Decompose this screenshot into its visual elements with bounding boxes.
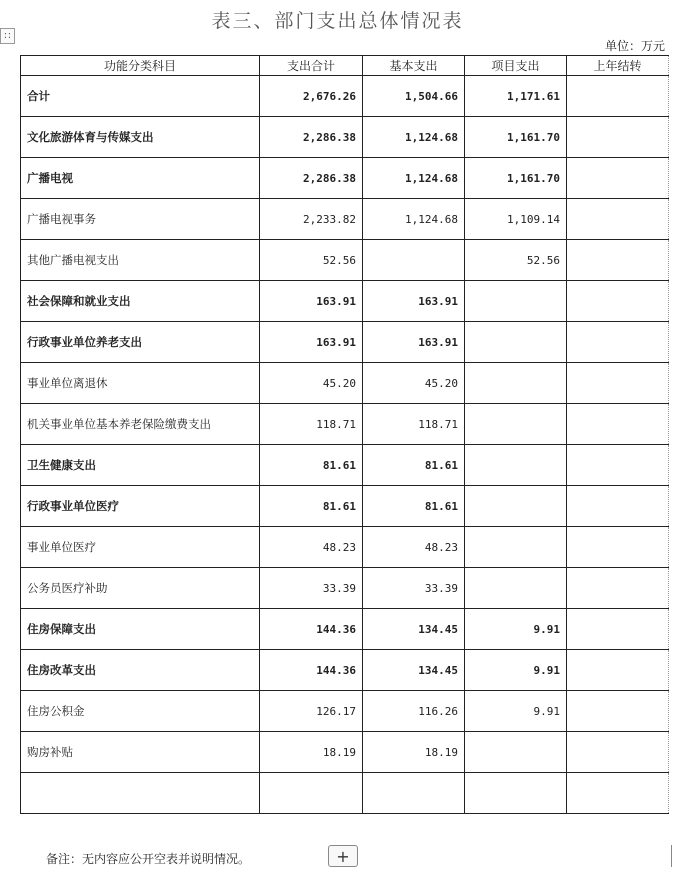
- row-basic-cell: 116.26: [363, 691, 465, 732]
- row-basic-cell: 33.39: [363, 568, 465, 609]
- row-project-cell: [465, 527, 567, 568]
- row-basic-cell: 1,124.68: [363, 158, 465, 199]
- row-basic-cell: 1,124.68: [363, 199, 465, 240]
- row-total-cell: 81.61: [260, 445, 363, 486]
- row-carryover-cell: [567, 158, 669, 199]
- add-button[interactable]: [328, 845, 358, 867]
- header-project-expenditure: 项目支出: [465, 56, 567, 76]
- row-name-cell: 广播电视事务: [21, 199, 260, 240]
- table-row: [21, 158, 669, 199]
- row-carryover-cell: [567, 199, 669, 240]
- table-row: [21, 363, 669, 404]
- row-basic-cell: 134.45: [363, 650, 465, 691]
- row-total-cell: 2,676.26: [260, 76, 363, 117]
- row-total-cell: 2,286.38: [260, 158, 363, 199]
- row-basic-cell: 81.61: [363, 486, 465, 527]
- header-function-category: 功能分类科目: [21, 56, 260, 76]
- row-carryover-cell: [567, 322, 669, 363]
- row-basic-cell: 118.71: [363, 404, 465, 445]
- row-basic-cell: 18.19: [363, 732, 465, 773]
- row-carryover-cell: [567, 240, 669, 281]
- row-project-cell: [465, 322, 567, 363]
- header-total-expenditure: 支出合计: [260, 56, 363, 76]
- row-name-cell: [21, 773, 260, 814]
- row-name-cell: 购房补贴: [21, 732, 260, 773]
- row-total-cell: 81.61: [260, 486, 363, 527]
- row-basic-cell: 1,124.68: [363, 117, 465, 158]
- row-carryover-cell: [567, 527, 669, 568]
- row-name-cell: 行政事业单位养老支出: [21, 322, 260, 363]
- table-row: [21, 486, 669, 527]
- row-project-cell: [465, 363, 567, 404]
- row-carryover-cell: [567, 117, 669, 158]
- row-project-cell: [465, 281, 567, 322]
- row-carryover-cell: [567, 76, 669, 117]
- table-row: [21, 404, 669, 445]
- row-name-cell: 卫生健康支出: [21, 445, 260, 486]
- row-total-cell: 33.39: [260, 568, 363, 609]
- row-name-cell: 住房改革支出: [21, 650, 260, 691]
- row-basic-cell: [363, 773, 465, 814]
- row-basic-cell: 1,504.66: [363, 76, 465, 117]
- table-row: [21, 199, 669, 240]
- row-carryover-cell: [567, 609, 669, 650]
- row-total-cell: [260, 773, 363, 814]
- row-carryover-cell: [567, 732, 669, 773]
- table-row: [21, 117, 669, 158]
- table-row: [21, 527, 669, 568]
- row-project-cell: [465, 568, 567, 609]
- row-project-cell: 1,109.14: [465, 199, 567, 240]
- row-project-cell: 52.56: [465, 240, 567, 281]
- row-project-cell: [465, 404, 567, 445]
- row-project-cell: 1,161.70: [465, 117, 567, 158]
- expenditure-table-container: [20, 55, 668, 814]
- row-name-cell: 住房公积金: [21, 691, 260, 732]
- row-project-cell: 1,161.70: [465, 158, 567, 199]
- row-name-cell: 公务员医疗补助: [21, 568, 260, 609]
- plus-icon: +: [336, 846, 350, 866]
- row-basic-cell: 163.91: [363, 281, 465, 322]
- row-carryover-cell: [567, 281, 669, 322]
- expenditure-table: [20, 55, 669, 814]
- row-name-cell: 文化旅游体育与传媒支出: [21, 117, 260, 158]
- row-total-cell: 126.17: [260, 691, 363, 732]
- row-project-cell: [465, 445, 567, 486]
- table-row: [21, 76, 669, 117]
- row-total-cell: 2,233.82: [260, 199, 363, 240]
- row-total-cell: 18.19: [260, 732, 363, 773]
- row-total-cell: 163.91: [260, 322, 363, 363]
- table-header-row: [21, 56, 669, 76]
- table-row: [21, 240, 669, 281]
- row-basic-cell: 48.23: [363, 527, 465, 568]
- row-total-cell: 52.56: [260, 240, 363, 281]
- row-total-cell: 2,286.38: [260, 117, 363, 158]
- row-name-cell: 合计: [21, 76, 260, 117]
- row-basic-cell: 163.91: [363, 322, 465, 363]
- row-carryover-cell: [567, 650, 669, 691]
- row-project-cell: 9.91: [465, 650, 567, 691]
- scroll-edge-handle[interactable]: [671, 845, 675, 867]
- row-carryover-cell: [567, 691, 669, 732]
- row-project-cell: [465, 732, 567, 773]
- row-basic-cell: 81.61: [363, 445, 465, 486]
- footnote: 备注：无内容应公开空表并说明情况。: [46, 852, 251, 866]
- table-row: [21, 650, 669, 691]
- table-row: [21, 691, 669, 732]
- header-basic-expenditure: 基本支出: [363, 56, 465, 76]
- row-carryover-cell: [567, 568, 669, 609]
- row-carryover-cell: [567, 773, 669, 814]
- row-basic-cell: [363, 240, 465, 281]
- row-total-cell: 144.36: [260, 650, 363, 691]
- page-title: 表三、部门支出总体情况表: [211, 10, 464, 32]
- table-row: [21, 281, 669, 322]
- row-name-cell: 机关事业单位基本养老保险缴费支出: [21, 404, 260, 445]
- unit-label: 单位：万元: [604, 39, 665, 53]
- table-row: [21, 445, 669, 486]
- move-table-icon[interactable]: ∷: [0, 28, 15, 44]
- row-basic-cell: 134.45: [363, 609, 465, 650]
- table-row: [21, 773, 669, 814]
- table-row: [21, 609, 669, 650]
- row-name-cell: 行政事业单位医疗: [21, 486, 260, 527]
- row-project-cell: 9.91: [465, 609, 567, 650]
- row-name-cell: 其他广播电视支出: [21, 240, 260, 281]
- table-body: [21, 76, 669, 814]
- table-row: [21, 568, 669, 609]
- row-total-cell: 48.23: [260, 527, 363, 568]
- row-carryover-cell: [567, 363, 669, 404]
- row-project-cell: [465, 486, 567, 527]
- row-name-cell: 社会保障和就业支出: [21, 281, 260, 322]
- row-name-cell: 住房保障支出: [21, 609, 260, 650]
- row-project-cell: [465, 773, 567, 814]
- table-row: [21, 322, 669, 363]
- row-project-cell: 1,171.61: [465, 76, 567, 117]
- row-name-cell: 事业单位离退休: [21, 363, 260, 404]
- table-row: [21, 732, 669, 773]
- row-carryover-cell: [567, 486, 669, 527]
- row-project-cell: 9.91: [465, 691, 567, 732]
- row-total-cell: 45.20: [260, 363, 363, 404]
- row-carryover-cell: [567, 445, 669, 486]
- row-name-cell: 广播电视: [21, 158, 260, 199]
- header-carryover: 上年结转: [567, 56, 669, 76]
- row-basic-cell: 45.20: [363, 363, 465, 404]
- row-total-cell: 144.36: [260, 609, 363, 650]
- row-carryover-cell: [567, 404, 669, 445]
- row-name-cell: 事业单位医疗: [21, 527, 260, 568]
- row-total-cell: 118.71: [260, 404, 363, 445]
- row-total-cell: 163.91: [260, 281, 363, 322]
